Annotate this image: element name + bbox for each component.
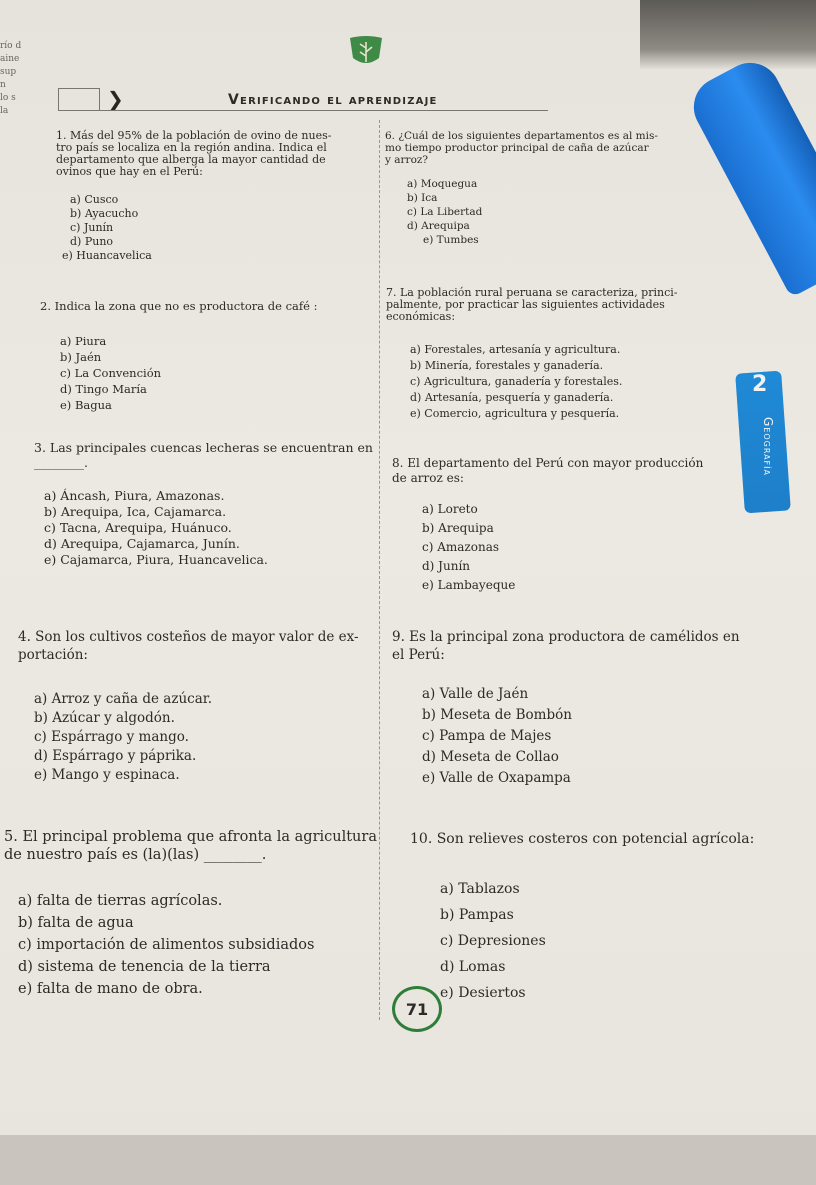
option-b: b) Pampas xyxy=(440,907,514,923)
question-7 xyxy=(386,287,716,421)
question-stem: 4. Son los cultivos costeños de mayor valor de ex- portación: xyxy=(18,629,359,663)
option-b: b) Meseta de Bombón xyxy=(422,707,572,723)
option-d: d) Tingo María xyxy=(60,382,147,396)
option-a: a) Loreto xyxy=(422,502,478,516)
question-2 xyxy=(40,300,370,412)
option-c: c) Espárrago y mango. xyxy=(34,729,189,745)
option-c: c) Agricultura, ganadería y forestales. xyxy=(410,375,623,388)
question-6 xyxy=(385,130,715,246)
option-d: d) Junín xyxy=(422,559,471,573)
question-stem: 8. El departamento del Perú con mayor producción de arroz es: xyxy=(392,456,704,485)
option-e: e) Valle de Oxapampa xyxy=(422,770,571,786)
option-a: a) Forestales, artesanía y agricultura. xyxy=(410,343,621,356)
option-d: d) Arequipa, Cajamarca, Junín. xyxy=(44,536,240,551)
option-c: c) Amazonas xyxy=(422,540,500,554)
question-stem: 3. Las principales cuencas lecheras se encuentran en ________. xyxy=(34,440,373,470)
option-e: e) Comercio, agricultura y pesquería. xyxy=(410,407,620,420)
question-10 xyxy=(410,830,810,1006)
option-e: e) Huancavelica xyxy=(62,249,152,262)
page-number: 71 xyxy=(392,986,442,1032)
option-b: b) Jaén xyxy=(60,350,102,364)
option-a: a) Áncash, Piura, Amazonas. xyxy=(44,488,225,503)
option-b: b) Arequipa, Ica, Cajamarca. xyxy=(44,504,227,519)
option-d: d) Artesanía, pesquería y ganadería. xyxy=(410,391,614,404)
chapter-subject: Geografía xyxy=(761,417,775,476)
option-d: d) Puno xyxy=(70,235,114,248)
question-stem: 10. Son relieves costeros con potencial agrícola: xyxy=(410,831,755,847)
header-decoration-box xyxy=(58,88,100,111)
option-b: b) Minería, forestales y ganadería. xyxy=(410,359,604,372)
header-rule xyxy=(58,110,548,111)
option-b: b) Ica xyxy=(407,192,438,204)
header-arrow-icon: ❯ xyxy=(107,87,124,111)
option-a: a) Piura xyxy=(60,334,107,348)
option-a: a) Cusco xyxy=(70,193,119,206)
question-5 xyxy=(4,828,382,1000)
left-bleed-text: río d aine sup n lo s la xyxy=(0,41,22,116)
question-stem: 7. La población rural peruana se caracteriza, princi- palmente, por practicar las siguientes actividades económicas: xyxy=(386,286,678,323)
option-c: c) Tacna, Arequipa, Huánuco. xyxy=(44,520,232,535)
option-d: d) sistema de tenencia de la tierra xyxy=(18,959,271,975)
option-c: c) La Libertad xyxy=(407,206,483,218)
question-stem: 6. ¿Cuál de los siguientes departamentos es al mis- mo tiempo productor principal de caña de azúcar y arroz? xyxy=(385,130,658,166)
question-stem: 2. Indica la zona que no es productora de café : xyxy=(40,299,318,313)
option-a: a) Valle de Jaén xyxy=(422,686,529,702)
question-9 xyxy=(392,628,762,789)
option-c: c) Pampa de Majes xyxy=(422,728,552,744)
question-stem: 1. Más del 95% de la población de ovino de nues- tro país se localiza en la región andina. Indica el departamento que alberga la mayor cantidad de ovinos que hay en el Perú: xyxy=(56,129,332,178)
option-c: c) La Convención xyxy=(60,366,162,380)
option-e: e) Bagua xyxy=(60,398,112,412)
option-a: a) Arroz y caña de azúcar. xyxy=(34,691,213,707)
question-stem: 5. El principal problema que afronta la agricultura de nuestro país es (la)(las) ________. xyxy=(4,829,377,863)
option-b: b) Arequipa xyxy=(422,521,494,535)
option-d: d) Arequipa xyxy=(407,220,470,232)
question-4 xyxy=(18,628,378,785)
option-b: b) Azúcar y algodón. xyxy=(34,710,175,726)
option-e: e) Mango y espinaca. xyxy=(34,767,180,783)
option-c: c) Depresiones xyxy=(440,933,546,949)
option-c: c) importación de alimentos subsidiados xyxy=(18,937,315,953)
option-e: e) Tumbes xyxy=(423,234,479,246)
option-a: a) Tablazos xyxy=(440,881,520,897)
question-1 xyxy=(56,130,366,262)
question-stem: 9. Es la principal zona productora de camélidos en el Perú: xyxy=(392,629,740,663)
option-e: e) falta de mano de obra. xyxy=(18,981,203,997)
option-e: e) Cajamarca, Piura, Huancavelica. xyxy=(44,552,268,567)
option-d: d) Meseta de Collao xyxy=(422,749,559,765)
question-3 xyxy=(34,440,379,568)
option-b: b) falta de agua xyxy=(18,915,134,931)
background-object xyxy=(640,0,816,70)
option-a: a) falta de tierras agrícolas. xyxy=(18,893,223,909)
chapter-number: 2 xyxy=(752,372,768,397)
option-e: e) Desiertos xyxy=(440,985,526,1001)
option-c: c) Junín xyxy=(70,221,114,234)
option-b: b) Ayacucho xyxy=(70,207,139,220)
option-a: a) Moquegua xyxy=(407,178,478,190)
option-e: e) Lambayeque xyxy=(422,578,516,592)
question-8 xyxy=(392,456,732,595)
page-bottom-shadow xyxy=(0,1135,816,1185)
option-d: d) Lomas xyxy=(440,959,506,975)
leaf-logo-icon xyxy=(346,34,386,68)
option-d: d) Espárrago y páprika. xyxy=(34,748,197,764)
section-title: Verificando el aprendizaje xyxy=(228,92,438,108)
